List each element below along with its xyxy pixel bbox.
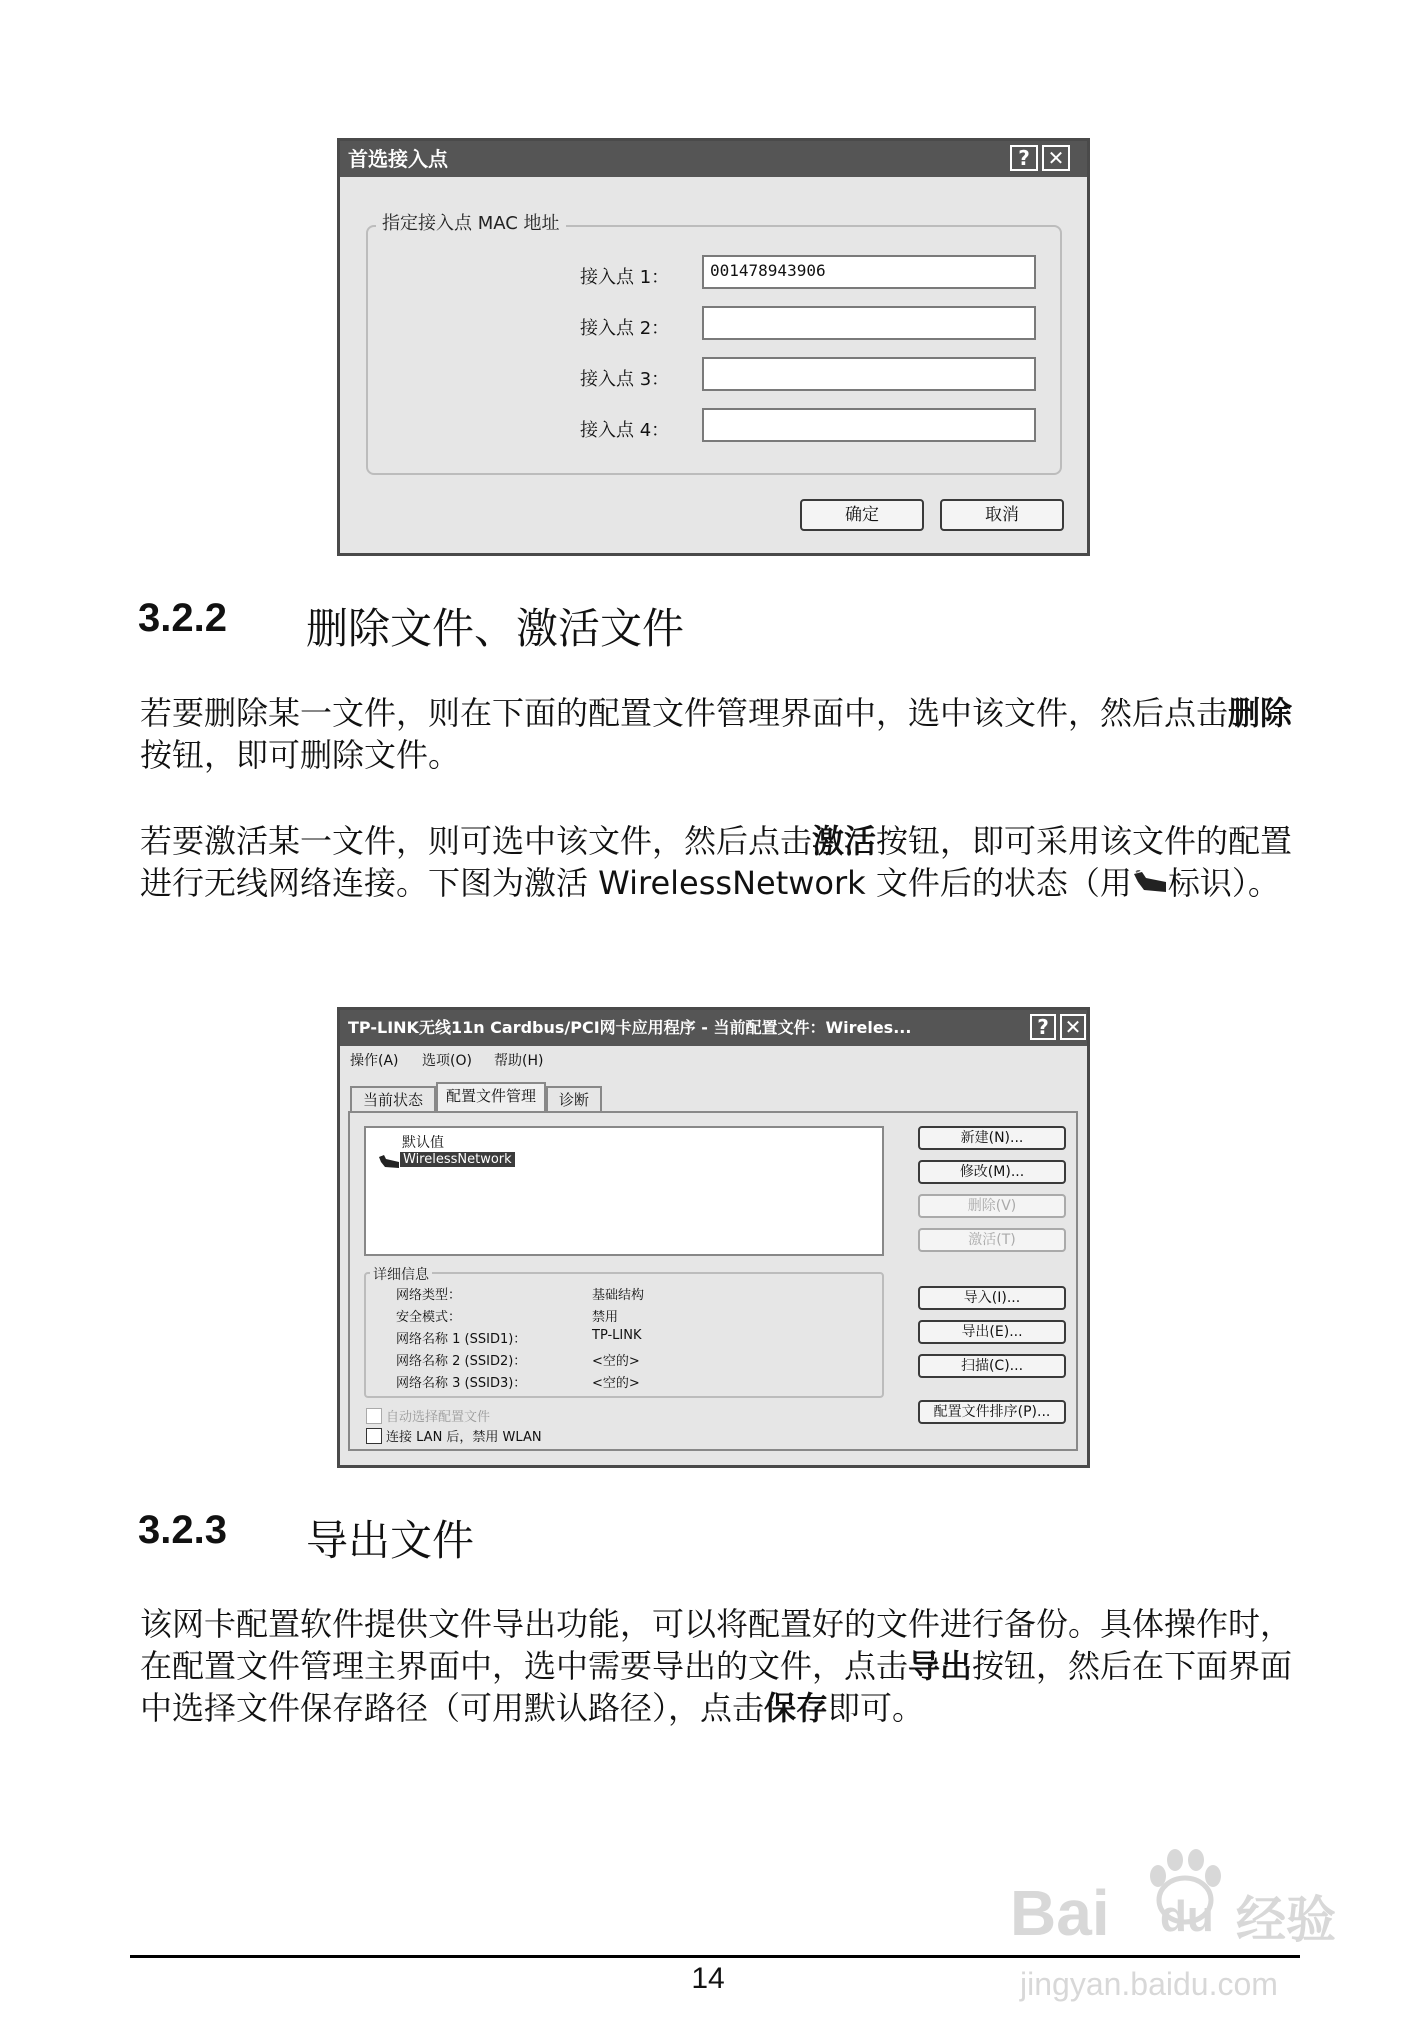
- lan-disable-label: 连接 LAN 后，禁用 WLAN: [386, 1430, 542, 1445]
- ok-button[interactable]: 确定: [800, 499, 924, 531]
- detail-value: <空的>: [592, 1376, 640, 1391]
- section-number-322: 3.2.2: [138, 596, 227, 640]
- ap3-input[interactable]: [702, 357, 1036, 391]
- detail-key: 网络名称 1 (SSID1)：: [396, 1332, 527, 1347]
- tab-profile-management[interactable]: 配置文件管理: [436, 1082, 546, 1112]
- lan-disable-checkbox[interactable]: [366, 1428, 382, 1444]
- ap3-label: 接入点 3：: [580, 369, 670, 390]
- help-button[interactable]: ?: [1010, 145, 1038, 171]
- auto-select-label: 自动选择配置文件: [386, 1410, 491, 1425]
- detail-key: 网络名称 2 (SSID2)：: [396, 1354, 527, 1369]
- footer-rule: [130, 1955, 1300, 1958]
- active-profile-icon: [378, 1154, 400, 1170]
- close-button[interactable]: ✕: [1060, 1014, 1086, 1040]
- activate-keyword: 激活: [812, 822, 877, 860]
- detail-value: <空的>: [592, 1354, 640, 1369]
- tplink-utility-window: [337, 1007, 1090, 1468]
- paragraph-activate: 若要激活某一文件，则可选中该文件，然后点击激活按钮，即可采用该文件的配置进行无线网络连接。下图为激活 WirelessNetwork 文件后的状态（用 标识）。: [140, 822, 1293, 902]
- detail-key: 网络名称 3 (SSID3)：: [396, 1376, 527, 1391]
- tab-diagnostics[interactable]: 诊断: [546, 1086, 602, 1112]
- menu-help[interactable]: 帮助(H): [494, 1053, 544, 1069]
- details-label: 详细信息: [370, 1264, 432, 1284]
- export-keyword: 导出: [908, 1647, 973, 1685]
- window-title: TP-LINK无线11n Cardbus/PCI网卡应用程序 - 当前配置文件：Wireles...: [340, 1010, 1087, 1046]
- ap4-input[interactable]: [702, 408, 1036, 442]
- help-button[interactable]: ?: [1030, 1014, 1056, 1040]
- ap1-label: 接入点 1：: [580, 267, 670, 288]
- save-keyword: 保存: [764, 1689, 829, 1727]
- watermark-brand-2: du: [1160, 1892, 1214, 1941]
- mac-group-label: 指定接入点 MAC 地址: [376, 209, 566, 235]
- import-button[interactable]: 导入(I)...: [918, 1286, 1066, 1310]
- menu-operation[interactable]: 操作(A): [350, 1053, 399, 1069]
- close-button[interactable]: ✕: [1042, 145, 1070, 171]
- section-number-323: 3.2.3: [138, 1508, 227, 1552]
- page-number: 14: [691, 1962, 725, 1995]
- auto-select-checkbox[interactable]: [366, 1408, 382, 1424]
- menu-options[interactable]: 选项(O): [422, 1053, 472, 1069]
- watermark-brand: Bai: [1010, 1877, 1110, 1949]
- detail-value: 禁用: [592, 1310, 619, 1325]
- ap2-label: 接入点 2：: [580, 318, 670, 339]
- delete-keyword: 删除: [1228, 694, 1293, 732]
- ap2-input[interactable]: [702, 306, 1036, 340]
- watermark-url: jingyan.baidu.com: [1020, 1966, 1278, 2002]
- detail-value: 基础结构: [592, 1288, 645, 1303]
- scan-button[interactable]: 扫描(C)...: [918, 1354, 1066, 1378]
- profile-wirelessnetwork[interactable]: WirelessNetwork: [400, 1152, 515, 1167]
- profile-order-button[interactable]: 配置文件排序(P)...: [918, 1400, 1066, 1424]
- paragraph-delete: 若要删除某一文件，则在下面的配置文件管理界面中，选中该文件，然后点击删除按钮，即可删除文件。: [140, 694, 1293, 774]
- detail-value: TP-LINK: [592, 1328, 642, 1343]
- section-title-322: 删除文件、激活文件: [306, 604, 685, 653]
- new-button[interactable]: 新建(N)...: [918, 1126, 1066, 1150]
- dialog-title: 首选接入点: [340, 141, 1087, 177]
- delete-button[interactable]: 删除(V): [918, 1194, 1066, 1218]
- tab-current-status[interactable]: 当前状态: [350, 1086, 436, 1112]
- profile-default[interactable]: 默认值: [402, 1135, 444, 1151]
- watermark-sub: 经验: [1236, 1892, 1336, 1948]
- paragraph-export: 该网卡配置软件提供文件导出功能，可以将配置好的文件进行备份。具体操作时，在配置文件管理主界面中，选中需要导出的文件，点击导出按钮，然后在下面界面中选择文件保存路径（可用默认路径），点击保存即可。: [140, 1605, 1293, 1727]
- detail-key: 安全模式：: [396, 1310, 462, 1325]
- export-button[interactable]: 导出(E)...: [918, 1320, 1066, 1344]
- cancel-button[interactable]: 取消: [940, 499, 1064, 531]
- active-profile-icon: [1132, 864, 1168, 890]
- ap4-label: 接入点 4：: [580, 420, 670, 441]
- activate-button[interactable]: 激活(T): [918, 1228, 1066, 1252]
- section-title-323: 导出文件: [306, 1516, 475, 1565]
- ap1-input[interactable]: 001478943906: [702, 255, 1036, 289]
- preferred-ap-dialog: [337, 138, 1090, 556]
- modify-button[interactable]: 修改(M)...: [918, 1160, 1066, 1184]
- detail-key: 网络类型：: [396, 1288, 462, 1303]
